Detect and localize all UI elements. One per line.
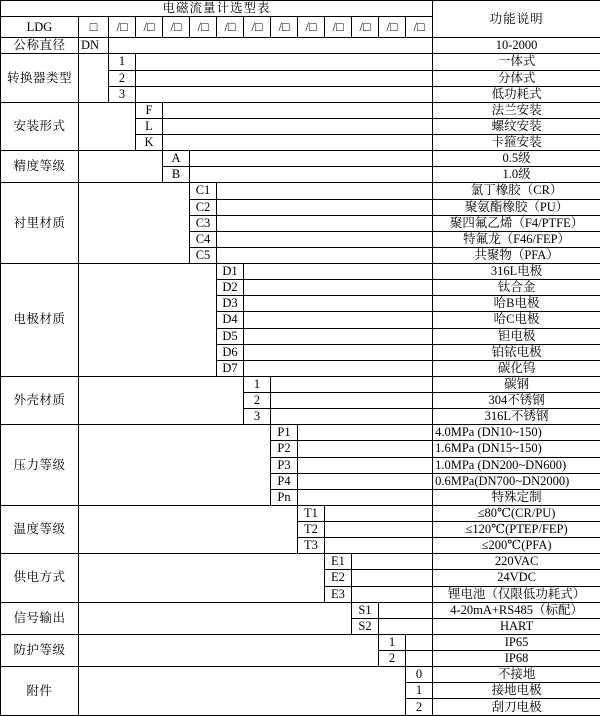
description-cell: ≤80℃(CR/PU) (433, 505, 600, 521)
table-row (1, 102, 600, 118)
spacer-cell (79, 183, 190, 264)
spacer-cell (79, 102, 136, 150)
code-prefix-cell: LDG (1, 17, 79, 38)
code-segment-cell: /□ (298, 17, 325, 38)
description-cell: 卡箍安装 (433, 135, 600, 151)
group-label: 电极材质 (1, 264, 79, 377)
spacer-cell (406, 634, 433, 650)
table-row (1, 376, 600, 392)
spacer-cell (79, 151, 163, 183)
option-code-cell: D5 (217, 328, 244, 344)
description-cell: 共聚物（PFA） (433, 247, 600, 263)
table-row (1, 425, 600, 441)
option-code-cell: E3 (325, 586, 352, 602)
spacer-cell (217, 183, 433, 199)
spacer-cell (136, 70, 433, 86)
option-code-cell: P3 (271, 457, 298, 473)
description-cell: 220VAC (433, 554, 600, 570)
spacer-cell (298, 441, 433, 457)
description-cell: 不接地 (433, 667, 600, 683)
group-label: 防护等级 (1, 634, 79, 666)
spacer-cell (271, 409, 433, 425)
description-cell: 分体式 (433, 70, 600, 86)
spacer-cell (244, 264, 433, 280)
code-segment-cell: /□ (406, 17, 433, 38)
code-segment-cell: /□ (136, 17, 163, 38)
description-cell: 哈B电极 (433, 296, 600, 312)
description-cell: 4.0MPa (DN10~150) (433, 425, 600, 441)
description-cell: 特氟龙（F46/FEP） (433, 231, 600, 247)
description-cell: 304不锈钢 (433, 393, 600, 409)
spacer-cell (244, 280, 433, 296)
description-cell: 铂铱电极 (433, 344, 600, 360)
option-code-cell: D3 (217, 296, 244, 312)
description-cell: 碳化钨 (433, 360, 600, 376)
spacer-cell (217, 231, 433, 247)
option-code-cell: C2 (190, 199, 217, 215)
option-code-cell: L (136, 118, 163, 134)
spacer-cell (298, 473, 433, 489)
spacer-cell (79, 264, 217, 377)
option-code-cell: 1 (406, 683, 433, 699)
spacer-cell (109, 38, 433, 54)
description-cell: 0.6MPa(DN700~DN2000) (433, 473, 600, 489)
description-cell: ≤200℃(PFA) (433, 538, 600, 554)
code-segment-cell: /□ (190, 17, 217, 38)
option-code-cell: B (163, 167, 190, 183)
code-segment-cell: /□ (352, 17, 379, 38)
description-cell: 低功耗式 (433, 86, 600, 102)
code-segment-cell: /□ (109, 17, 136, 38)
group-label: 附件 (1, 667, 79, 716)
spacer-cell (217, 199, 433, 215)
description-cell: 钽电极 (433, 328, 600, 344)
description-cell: 1.6MPa (DN15~150) (433, 441, 600, 457)
group-label: 信号输出 (1, 602, 79, 634)
spacer-cell (79, 554, 325, 602)
spacer-cell (352, 554, 433, 570)
diameter-code-cell: DN (79, 38, 109, 54)
code-segment-cell: /□ (325, 17, 352, 38)
option-code-cell: D6 (217, 344, 244, 360)
table-row (1, 38, 600, 54)
spacer-cell (244, 296, 433, 312)
option-code-cell: 2 (379, 651, 406, 667)
function-header: 功能说明 (433, 1, 600, 38)
table-row (1, 602, 600, 618)
description-cell: 刮刀电极 (433, 699, 600, 716)
description-cell: 法兰安装 (433, 102, 600, 118)
row-label-diameter: 公称直径 (1, 38, 79, 54)
option-code-cell: T2 (298, 522, 325, 538)
option-code-cell: D7 (217, 360, 244, 376)
description-cell: 锂电池（仅限低功耗式） (433, 586, 600, 602)
spacer-cell (325, 505, 433, 521)
option-code-cell: Pn (271, 489, 298, 505)
description-cell: 316L电极 (433, 264, 600, 280)
spacer-cell (406, 651, 433, 667)
description-cell: 0.5级 (433, 151, 600, 167)
description-cell: 聚氨酯橡胶（PU） (433, 199, 600, 215)
description-cell: 1.0MPa (DN200~DN600) (433, 457, 600, 473)
group-label: 温度等级 (1, 505, 79, 553)
option-code-cell: D4 (217, 312, 244, 328)
code-segment-cell: /□ (379, 17, 406, 38)
option-code-cell: P2 (271, 441, 298, 457)
table-row (1, 54, 600, 70)
group-label: 安装形式 (1, 102, 79, 150)
spacer-cell (244, 344, 433, 360)
option-code-cell: C3 (190, 215, 217, 231)
option-code-cell: P4 (271, 473, 298, 489)
description-cell: 4-20mA+RS485（标配） (433, 602, 600, 618)
option-code-cell: 1 (244, 376, 271, 392)
description-cell: 碳钢 (433, 376, 600, 392)
option-code-cell: D1 (217, 264, 244, 280)
spacer-cell (271, 393, 433, 409)
spacer-cell (79, 54, 109, 102)
spacer-cell (379, 618, 433, 634)
option-code-cell: 2 (244, 393, 271, 409)
code-segment-cell: /□ (163, 17, 190, 38)
option-code-cell: 2 (109, 70, 136, 86)
spacer-cell (79, 376, 244, 424)
group-label: 供电方式 (1, 554, 79, 602)
option-code-cell: A (163, 151, 190, 167)
option-code-cell: F (136, 102, 163, 118)
spacer-cell (298, 489, 433, 505)
spacer-cell (190, 151, 433, 167)
option-code-cell: D2 (217, 280, 244, 296)
spacer-cell (298, 425, 433, 441)
spacer-cell (79, 425, 271, 506)
description-cell: 特殊定制 (433, 489, 600, 505)
spacer-cell (298, 457, 433, 473)
spacer-cell (79, 602, 352, 634)
description-cell: 接地电极 (433, 683, 600, 699)
description-cell: 316L不锈钢 (433, 409, 600, 425)
group-label: 压力等级 (1, 425, 79, 506)
code-box-cell: □ (79, 17, 109, 38)
spacer-cell (163, 102, 433, 118)
spacer-cell (190, 167, 433, 183)
group-label: 外壳材质 (1, 376, 79, 424)
option-code-cell: T3 (298, 538, 325, 554)
spacer-cell (325, 522, 433, 538)
spacer-cell (163, 118, 433, 134)
option-code-cell: C5 (190, 247, 217, 263)
group-label: 转换器类型 (1, 54, 79, 102)
option-code-cell: P1 (271, 425, 298, 441)
option-code-cell: C1 (190, 183, 217, 199)
description-cell: 钛合金 (433, 280, 600, 296)
option-code-cell: 3 (109, 86, 136, 102)
spacer-cell (244, 312, 433, 328)
table-row (1, 1, 600, 17)
spacer-cell (217, 215, 433, 231)
code-segment-cell: /□ (217, 17, 244, 38)
option-code-cell: 1 (109, 54, 136, 70)
spacer-cell (217, 247, 433, 263)
table-row (1, 183, 600, 199)
description-cell: 1.0级 (433, 167, 600, 183)
description-cell: IP68 (433, 651, 600, 667)
group-label: 衬里材质 (1, 183, 79, 264)
description-cell: 聚四氟乙烯（F4/PTFE） (433, 215, 600, 231)
table-body (1, 1, 600, 716)
table-row (1, 634, 600, 650)
description-cell: 24VDC (433, 570, 600, 586)
spacer-cell (79, 667, 406, 716)
table-title: 电磁流量计选型表 (1, 1, 433, 17)
option-code-cell: 1 (379, 634, 406, 650)
spacer-cell (163, 135, 433, 151)
option-code-cell: 0 (406, 667, 433, 683)
option-code-cell: K (136, 135, 163, 151)
description-cell: HART (433, 618, 600, 634)
description-cell: 哈C电极 (433, 312, 600, 328)
description-cell: 一体式 (433, 54, 600, 70)
table-row (1, 151, 600, 167)
spacer-cell (325, 538, 433, 554)
option-code-cell: S2 (352, 618, 379, 634)
group-label: 精度等级 (1, 151, 79, 183)
option-code-cell: E2 (325, 570, 352, 586)
option-code-cell: T1 (298, 505, 325, 521)
code-segment-cell: /□ (244, 17, 271, 38)
spacer-cell (271, 376, 433, 392)
description-cell: 10-2000 (433, 38, 600, 54)
option-code-cell: C4 (190, 231, 217, 247)
spacer-cell (244, 360, 433, 376)
spacer-cell (379, 602, 433, 618)
spacer-cell (79, 634, 379, 666)
description-cell: 氯丁橡胶（CR） (433, 183, 600, 199)
table-row (1, 505, 600, 521)
option-code-cell: 3 (244, 409, 271, 425)
table-row (1, 264, 600, 280)
description-cell: ≤120℃(PTEP/FEP) (433, 522, 600, 538)
description-cell: 螺纹安装 (433, 118, 600, 134)
code-segment-cell: /□ (271, 17, 298, 38)
table-row (1, 554, 600, 570)
option-code-cell: E1 (325, 554, 352, 570)
spacer-cell (79, 505, 298, 553)
spacer-cell (352, 570, 433, 586)
spacer-cell (136, 54, 433, 70)
option-code-cell: S1 (352, 602, 379, 618)
spacer-cell (136, 86, 433, 102)
description-cell: IP65 (433, 634, 600, 650)
table-row (1, 667, 600, 683)
spacer-cell (352, 586, 433, 602)
spacer-cell (244, 328, 433, 344)
option-code-cell: 2 (406, 699, 433, 716)
